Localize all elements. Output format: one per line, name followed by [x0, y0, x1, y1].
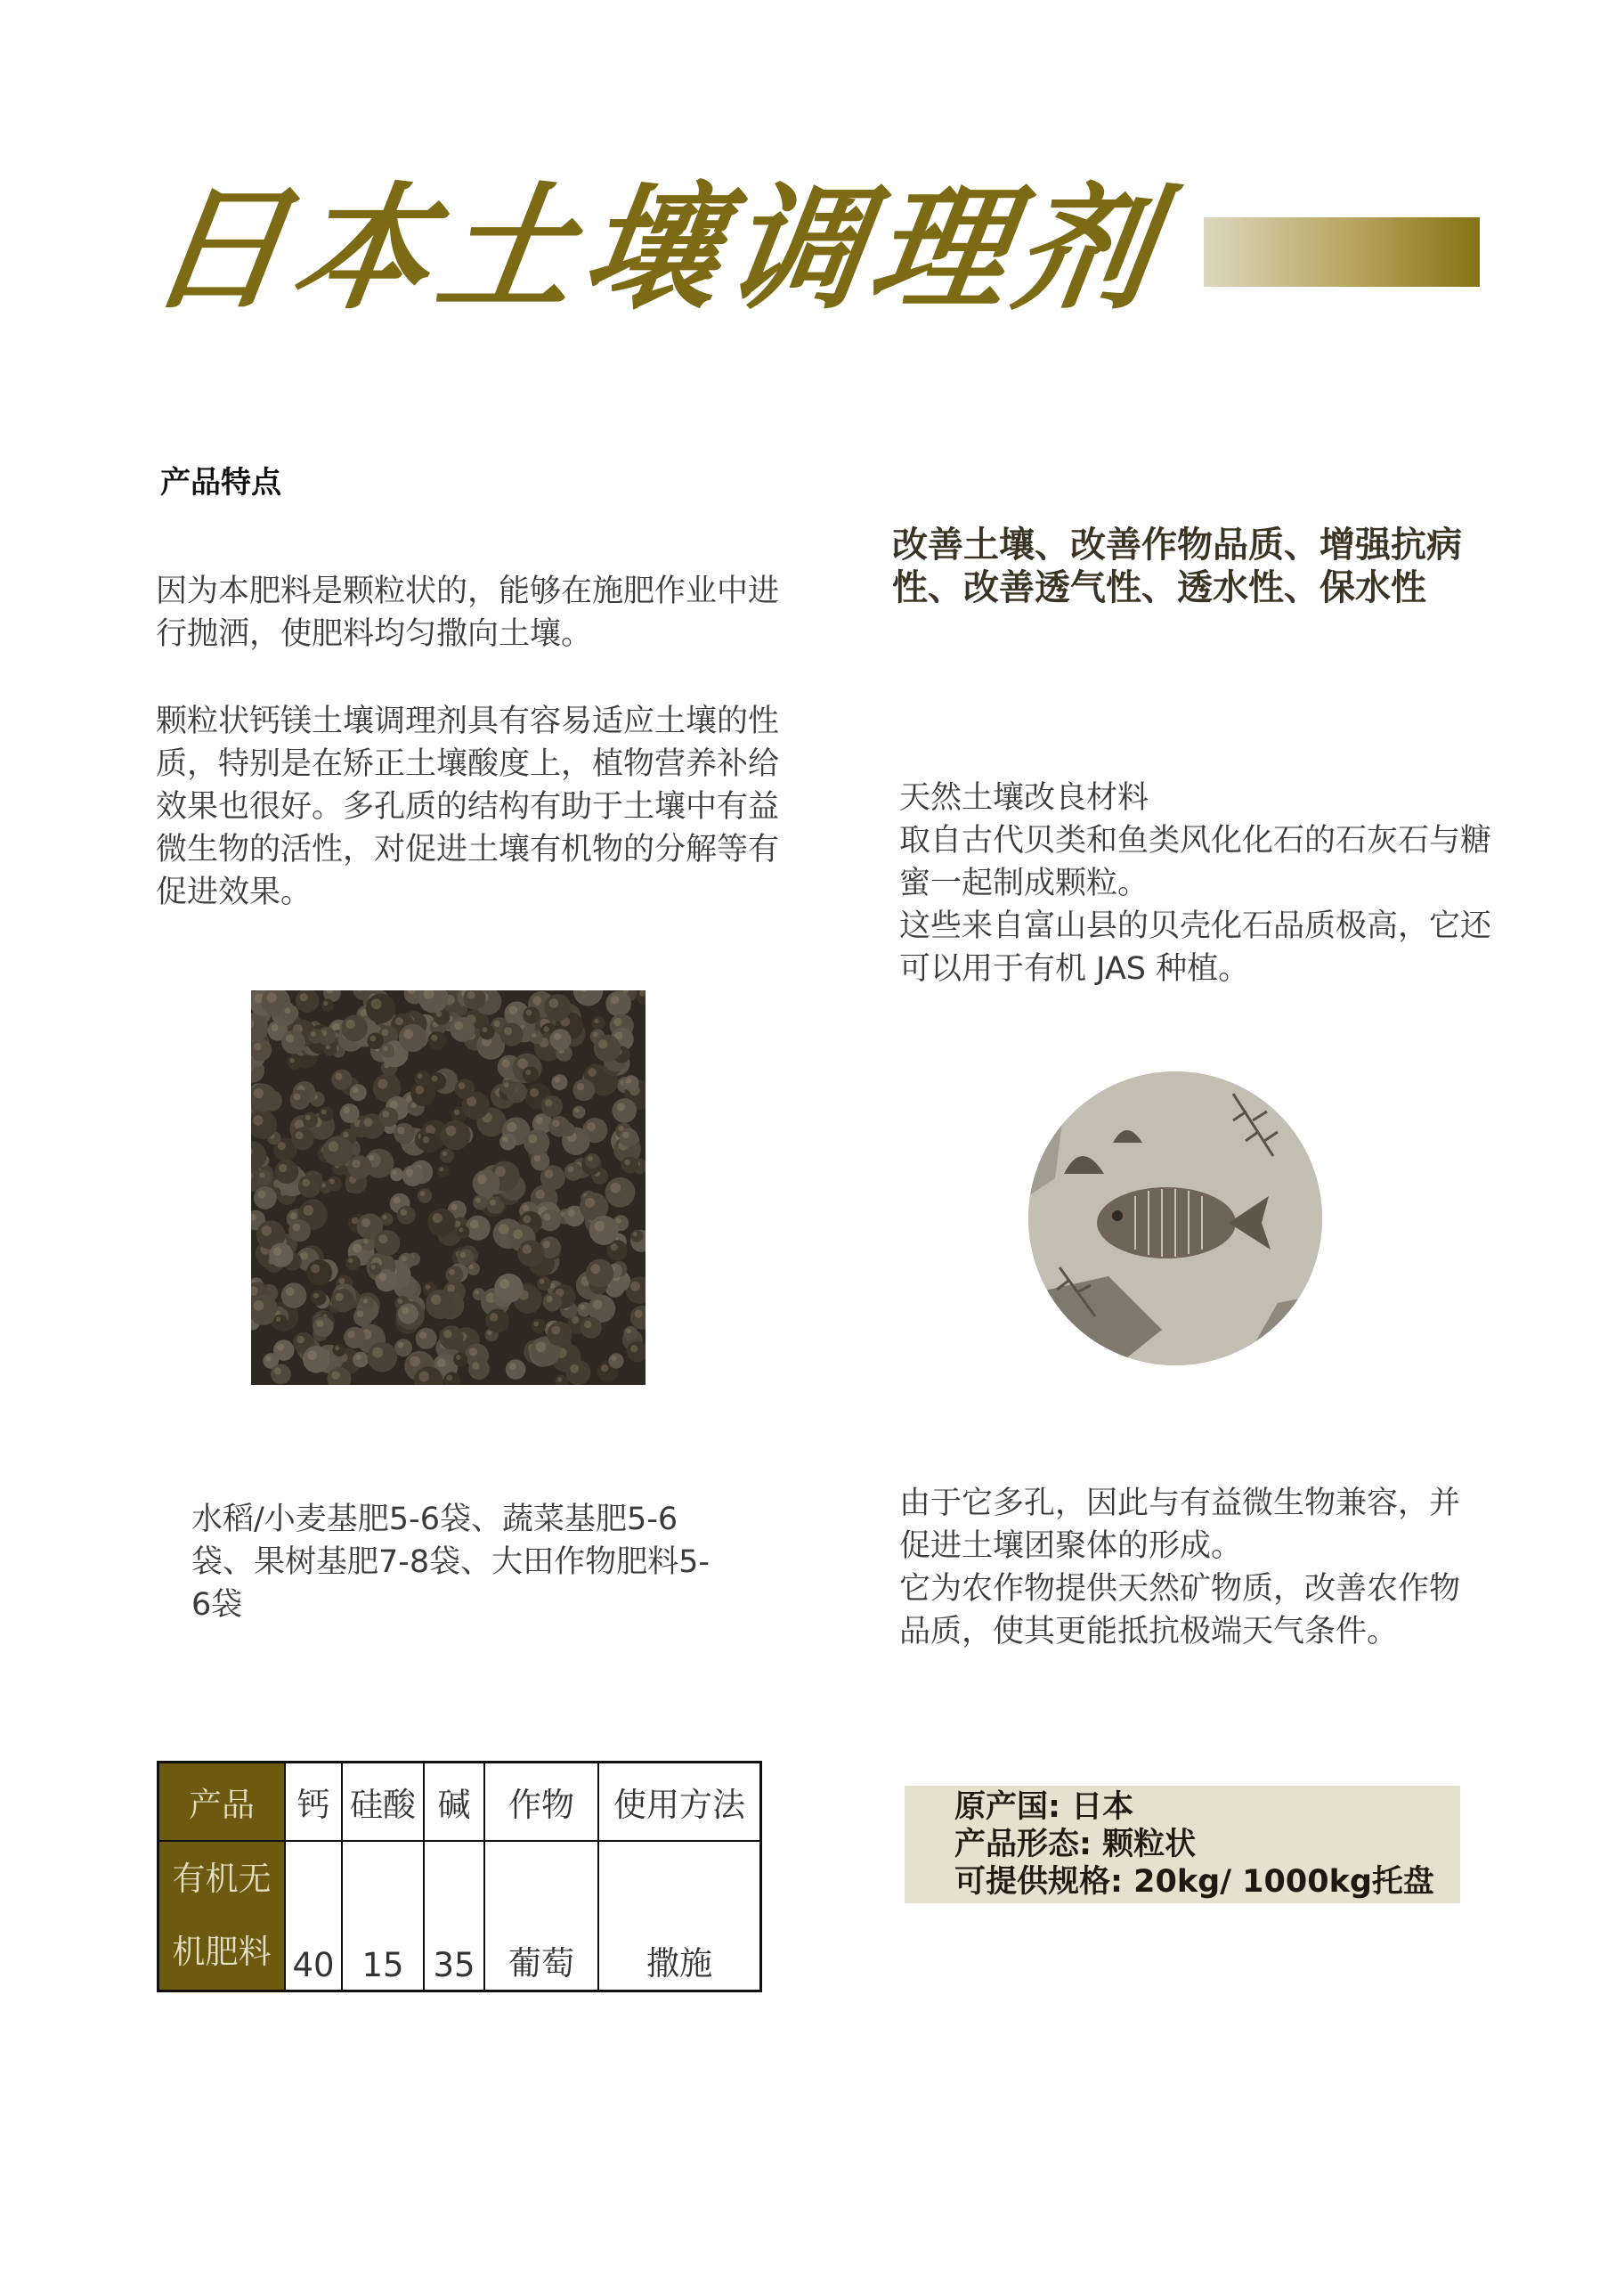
product-name-line: 有机无: [172, 1860, 272, 1898]
header-product: 产品: [158, 1763, 286, 1842]
alkali-value: 35: [424, 1841, 484, 1991]
porous-text: [899, 1482, 1487, 1653]
header-method: 使用方法: [598, 1763, 761, 1842]
origin-info-box: [905, 1786, 1460, 1903]
method-value: 撒施: [598, 1841, 761, 1991]
fossil-fish-image: [1028, 1071, 1322, 1365]
title-gradient-bar: [1204, 217, 1480, 287]
crop-value: 葡萄: [484, 1841, 598, 1991]
usage-text: 水稻/小麦基肥5-6袋、蔬菜基肥5-6袋、果树基肥7-8袋、大田作物肥料5-6袋: [191, 1502, 710, 1623]
natural-material-text: [899, 777, 1505, 990]
porous-line: 由于它多孔，因此与有益微生物兼容，并促进土壤团聚体的形成。: [899, 1486, 1461, 1564]
product-name-line: 机肥料: [172, 1933, 272, 1971]
features-heading: 产品特点: [160, 465, 281, 501]
fossil-photo: [1028, 1071, 1322, 1365]
porous-line: 它为农作物提供天然矿物质，改善农作物品质，使其更能抵抗极端天气条件。: [899, 1571, 1461, 1649]
natural-line: 取自古代贝类和鱼类风化化石的石灰石与糖蜜一起制成颗粒。: [899, 823, 1492, 901]
header-alkali: 碱: [424, 1763, 484, 1842]
header-calcium: 钙: [285, 1763, 342, 1842]
natural-line: 天然土壤改良材料: [899, 780, 1149, 816]
product-table: [157, 1761, 762, 1992]
header-silicic: 硅酸: [342, 1763, 424, 1842]
benefits-heading: 改善土壤、改善作物品质、增强抗病性、改善透气性、透水性、保水性: [892, 525, 1462, 608]
product-name-cell: [158, 1841, 286, 1991]
spreading-paragraph: 因为本肥料是颗粒状的，能够在施肥作业中进行抛洒，使肥料均匀撒向土壤。: [156, 574, 780, 652]
header-crop: 作物: [484, 1763, 598, 1842]
granules-image: [251, 990, 646, 1385]
table-header-row: [158, 1763, 761, 1842]
origin-spec: 可提供规格: 20kg/ 1000kg托盘: [954, 1864, 1434, 1900]
natural-line: 这些来自富山县的贝壳化石品质极高，它还可以用于有机 JAS 种植。: [899, 908, 1492, 987]
origin-form: 产品形态: 颗粒状: [954, 1827, 1197, 1862]
table-row: [158, 1841, 761, 1991]
silicic-value: 15: [342, 1841, 424, 1991]
granules-photo: [251, 990, 646, 1385]
calcium-value: 40: [285, 1841, 342, 1991]
properties-paragraph: 颗粒状钙镁土壤调理剂具有容易适应土壤的性质，特别是在矫正土壤酸度上，植物营养补给效果也很好。多孔质的结构有助于土壤中有益微生物的活性，对促进土壤有机物的分解等有促进效果。: [156, 704, 780, 910]
page-title: 日本土壤调理剂: [140, 170, 1173, 328]
origin-country: 原产国: 日本: [954, 1789, 1134, 1825]
